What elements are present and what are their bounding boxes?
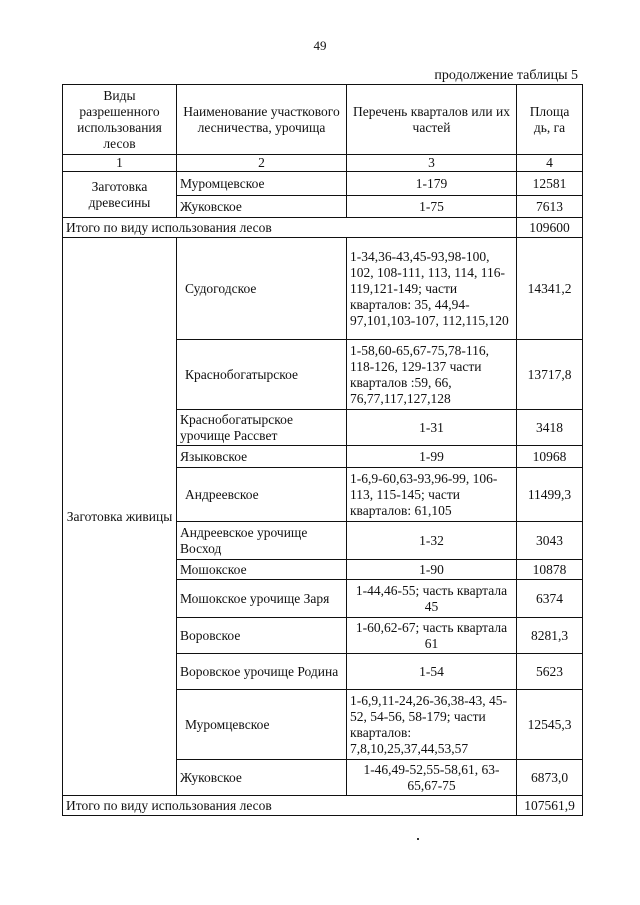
total-row	[63, 218, 583, 238]
header-quarters-list: Перечень кварталов или их частей	[347, 85, 517, 155]
forestry-name-cell: Жуковское	[177, 760, 347, 796]
quarters-cell: 1-31	[347, 410, 517, 446]
forestry-name-cell: Краснобогатырское урочище Рассвет	[177, 410, 347, 446]
quarters-cell: 1-6,9,11-24,26-36,38-43, 45-52, 54-56, 58-179; части кварталов: 7,8,10,25,37,44,53,57	[347, 690, 517, 760]
quarters-cell: 1-32	[347, 522, 517, 560]
forestry-name-cell: Воровское урочище Родина	[177, 654, 347, 690]
area-cell: 10878	[517, 560, 583, 580]
table-row	[63, 238, 583, 340]
use-type-cell: Заготовка живицы	[63, 238, 177, 796]
forestry-name-cell: Муромцевское	[177, 690, 347, 760]
quarters-cell: 1-44,46-55; часть квартала 45	[347, 580, 517, 618]
area-cell: 3043	[517, 522, 583, 560]
area-cell: 11499,3	[517, 468, 583, 522]
forestry-name-cell: Мошокское	[177, 560, 347, 580]
quarters-cell: 1-179	[347, 172, 517, 196]
column-number-2: 2	[177, 155, 347, 172]
scan-dot	[417, 838, 419, 840]
column-number-1: 1	[63, 155, 177, 172]
table-row	[63, 172, 583, 196]
forestry-name-cell: Мошокское урочище Заря	[177, 580, 347, 618]
page-number: 49	[313, 38, 327, 53]
area-cell: 10968	[517, 446, 583, 468]
area-cell: 12581	[517, 172, 583, 196]
total-value: 109600	[517, 218, 583, 238]
area-cell: 14341,2	[517, 238, 583, 340]
forestry-name-cell: Жуковское	[177, 196, 347, 218]
header-area: Площа дь, га	[517, 85, 583, 155]
forestry-name-cell: Краснобогатырское	[177, 340, 347, 410]
quarters-cell: 1-90	[347, 560, 517, 580]
header-use-type: Виды разрешенного использования лесов	[63, 85, 177, 155]
total-row	[63, 796, 583, 816]
column-number-4: 4	[517, 155, 583, 172]
forestry-name-cell: Муромцевское	[177, 172, 347, 196]
forestry-name-cell: Воровское	[177, 618, 347, 654]
area-cell: 6374	[517, 580, 583, 618]
area-cell: 7613	[517, 196, 583, 218]
total-value: 107561,9	[517, 796, 583, 816]
forest-use-table	[62, 84, 583, 816]
forestry-name-cell: Судогодское	[177, 238, 347, 340]
quarters-cell: 1-75	[347, 196, 517, 218]
area-cell: 5623	[517, 654, 583, 690]
forestry-name-cell: Андреевское урочище Восход	[177, 522, 347, 560]
quarters-cell: 1-58,60-65,67-75,78-116, 118-126, 129-137 части кварталов :59, 66, 76,77,117,127,128	[347, 340, 517, 410]
quarters-cell: 1-54	[347, 654, 517, 690]
area-cell: 8281,3	[517, 618, 583, 654]
area-cell: 13717,8	[517, 340, 583, 410]
quarters-cell: 1-60,62-67; часть квартала 61	[347, 618, 517, 654]
forestry-name-cell: Андреевское	[177, 468, 347, 522]
table-continuation-label: продолжение таблицы 5	[434, 68, 578, 83]
area-cell: 3418	[517, 410, 583, 446]
quarters-cell: 1-34,36-43,45-93,98-100, 102, 108-111, 113, 114, 116-119,121-149; части кварталов: 35, 44,94-97,101,103-107, 112,115,120	[347, 238, 517, 340]
total-label: Итого по виду использования лесов	[63, 796, 517, 816]
forestry-name-cell: Языковское	[177, 446, 347, 468]
total-label: Итого по виду использования лесов	[63, 218, 517, 238]
quarters-cell: 1-99	[347, 446, 517, 468]
use-type-cell: Заготовка древесины	[63, 172, 177, 218]
quarters-cell: 1-46,49-52,55-58,61, 63-65,67-75	[347, 760, 517, 796]
area-cell: 6873,0	[517, 760, 583, 796]
column-number-3: 3	[347, 155, 517, 172]
area-cell: 12545,3	[517, 690, 583, 760]
header-forestry-name: Наименование участкового лесничества, урочища	[177, 85, 347, 155]
quarters-cell: 1-6,9-60,63-93,96-99, 106-113, 115-145; части кварталов: 61,105	[347, 468, 517, 522]
